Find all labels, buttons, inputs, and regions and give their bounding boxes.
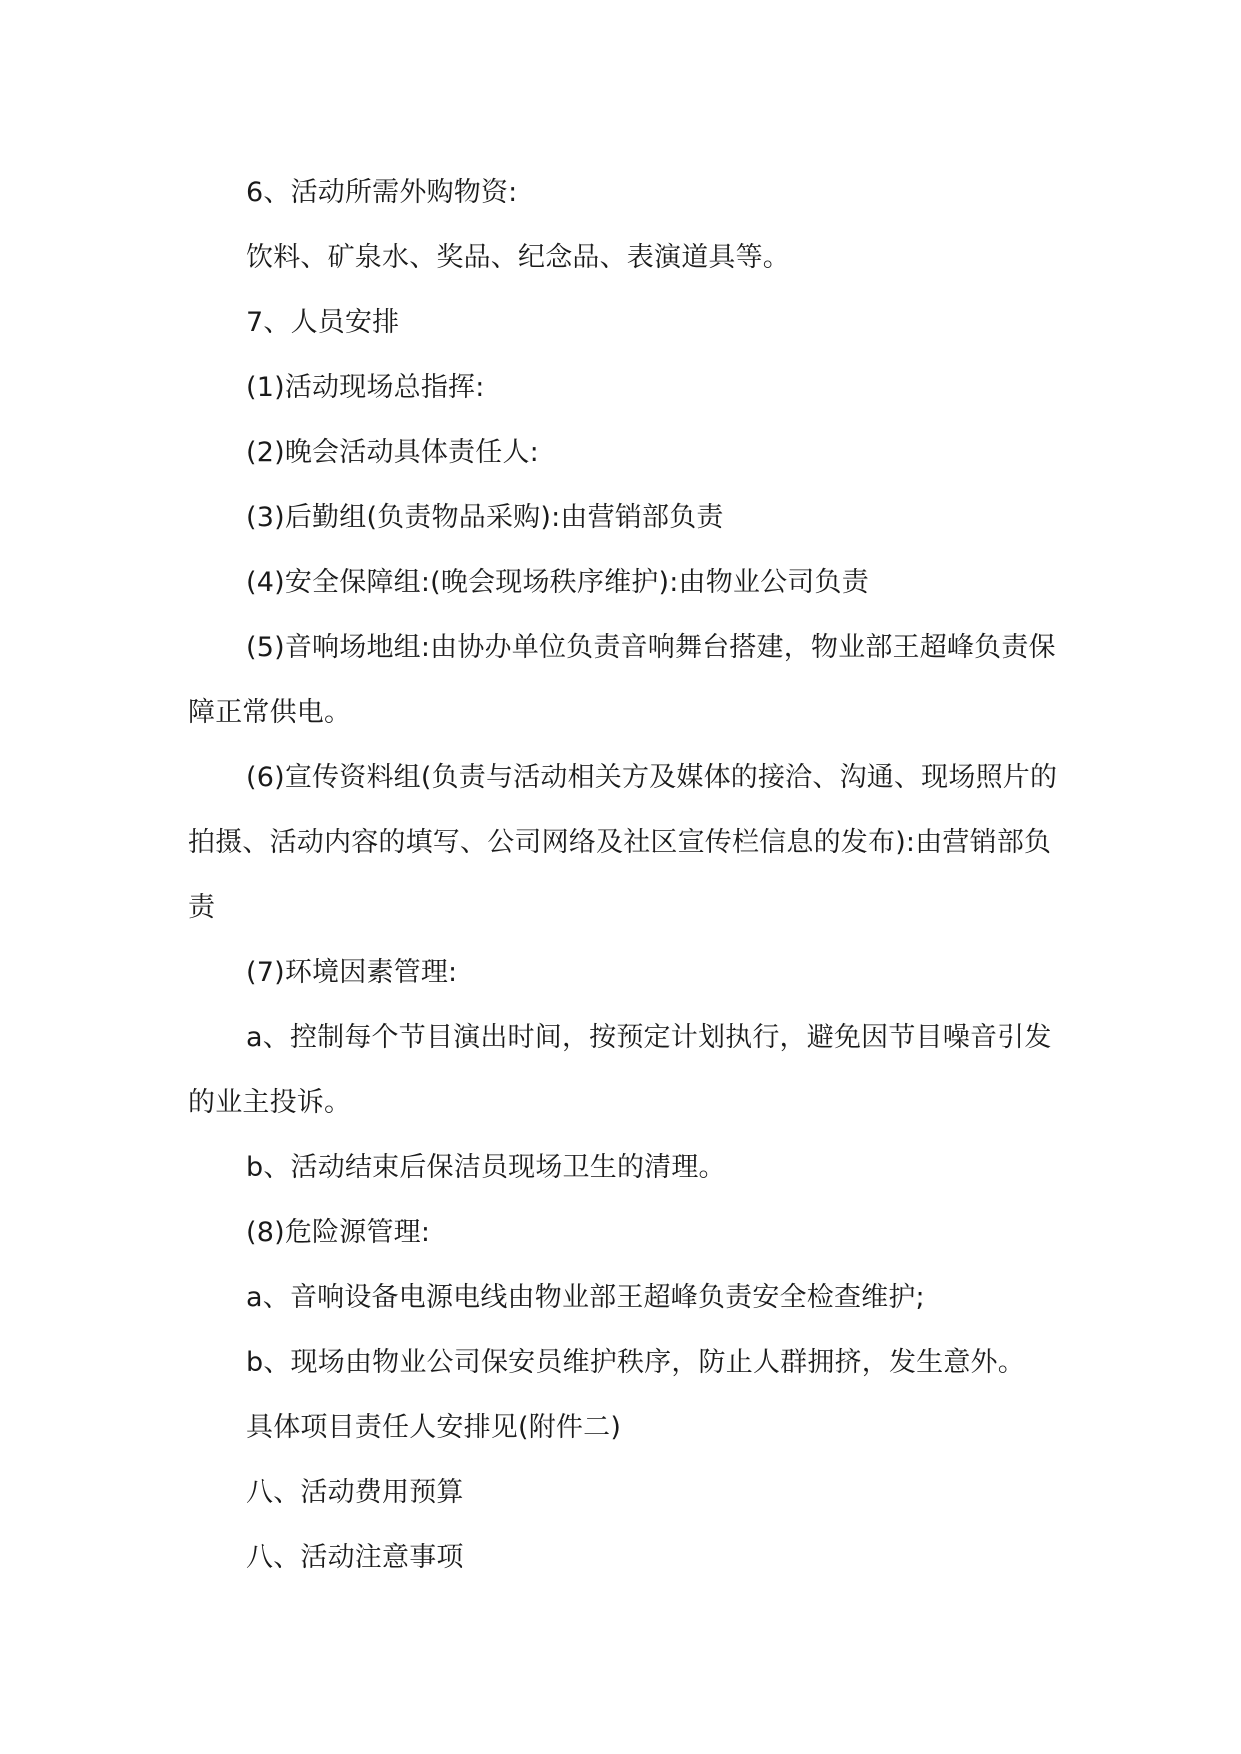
paragraph-attachment-note: 具体项目责任人安排见(附件二) [246, 1412, 622, 1443]
paragraph-notes-heading: 八、活动注意事项 [246, 1542, 464, 1573]
paragraph-event-responsible: (2)晚会活动具体责任人: [246, 437, 539, 468]
document-body [188, 160, 1068, 1590]
paragraph-hazard-a: a、音响设备电源电线由物业部王超峰负责安全检查维护; [246, 1282, 925, 1313]
paragraph-sound-venue-group: (5)音响场地组:由协办单位负责音响舞台搭建，物业部王超峰负责保障正常供电。 [188, 632, 1056, 728]
paragraph-purchase-items: 饮料、矿泉水、奖品、纪念品、表演道具等。 [246, 242, 790, 273]
paragraph-publicity-group: (6)宣传资料组(负责与活动相关方及媒体的接洽、沟通、现场照片的拍摄、活动内容的填写、公司网络及社区宣传栏信息的发布):由营销部负责 [188, 762, 1058, 923]
paragraph-staffing-heading: 7、人员安排 [246, 307, 400, 338]
paragraph-general-commander: (1)活动现场总指挥: [246, 372, 485, 403]
paragraph-security-group: (4)安全保障组:(晚会现场秩序维护):由物业公司负责 [246, 567, 869, 598]
paragraph-logistics-group: (3)后勤组(负责物品采购):由营销部负责 [246, 502, 724, 533]
paragraph-environment-b: b、活动结束后保洁员现场卫生的清理。 [246, 1152, 726, 1183]
paragraph-purchase-heading: 6、活动所需外购物资: [246, 177, 518, 208]
paragraph-environment-heading: (7)环境因素管理: [246, 957, 458, 988]
paragraph-hazard-heading: (8)危险源管理: [246, 1217, 431, 1248]
paragraph-hazard-b: b、现场由物业公司保安员维护秩序，防止人群拥挤，发生意外。 [246, 1347, 1025, 1378]
paragraph-environment-a: a、控制每个节目演出时间，按预定计划执行，避免因节目噪音引发的业主投诉。 [188, 1022, 1052, 1118]
paragraph-budget-heading: 八、活动费用预算 [246, 1477, 464, 1508]
